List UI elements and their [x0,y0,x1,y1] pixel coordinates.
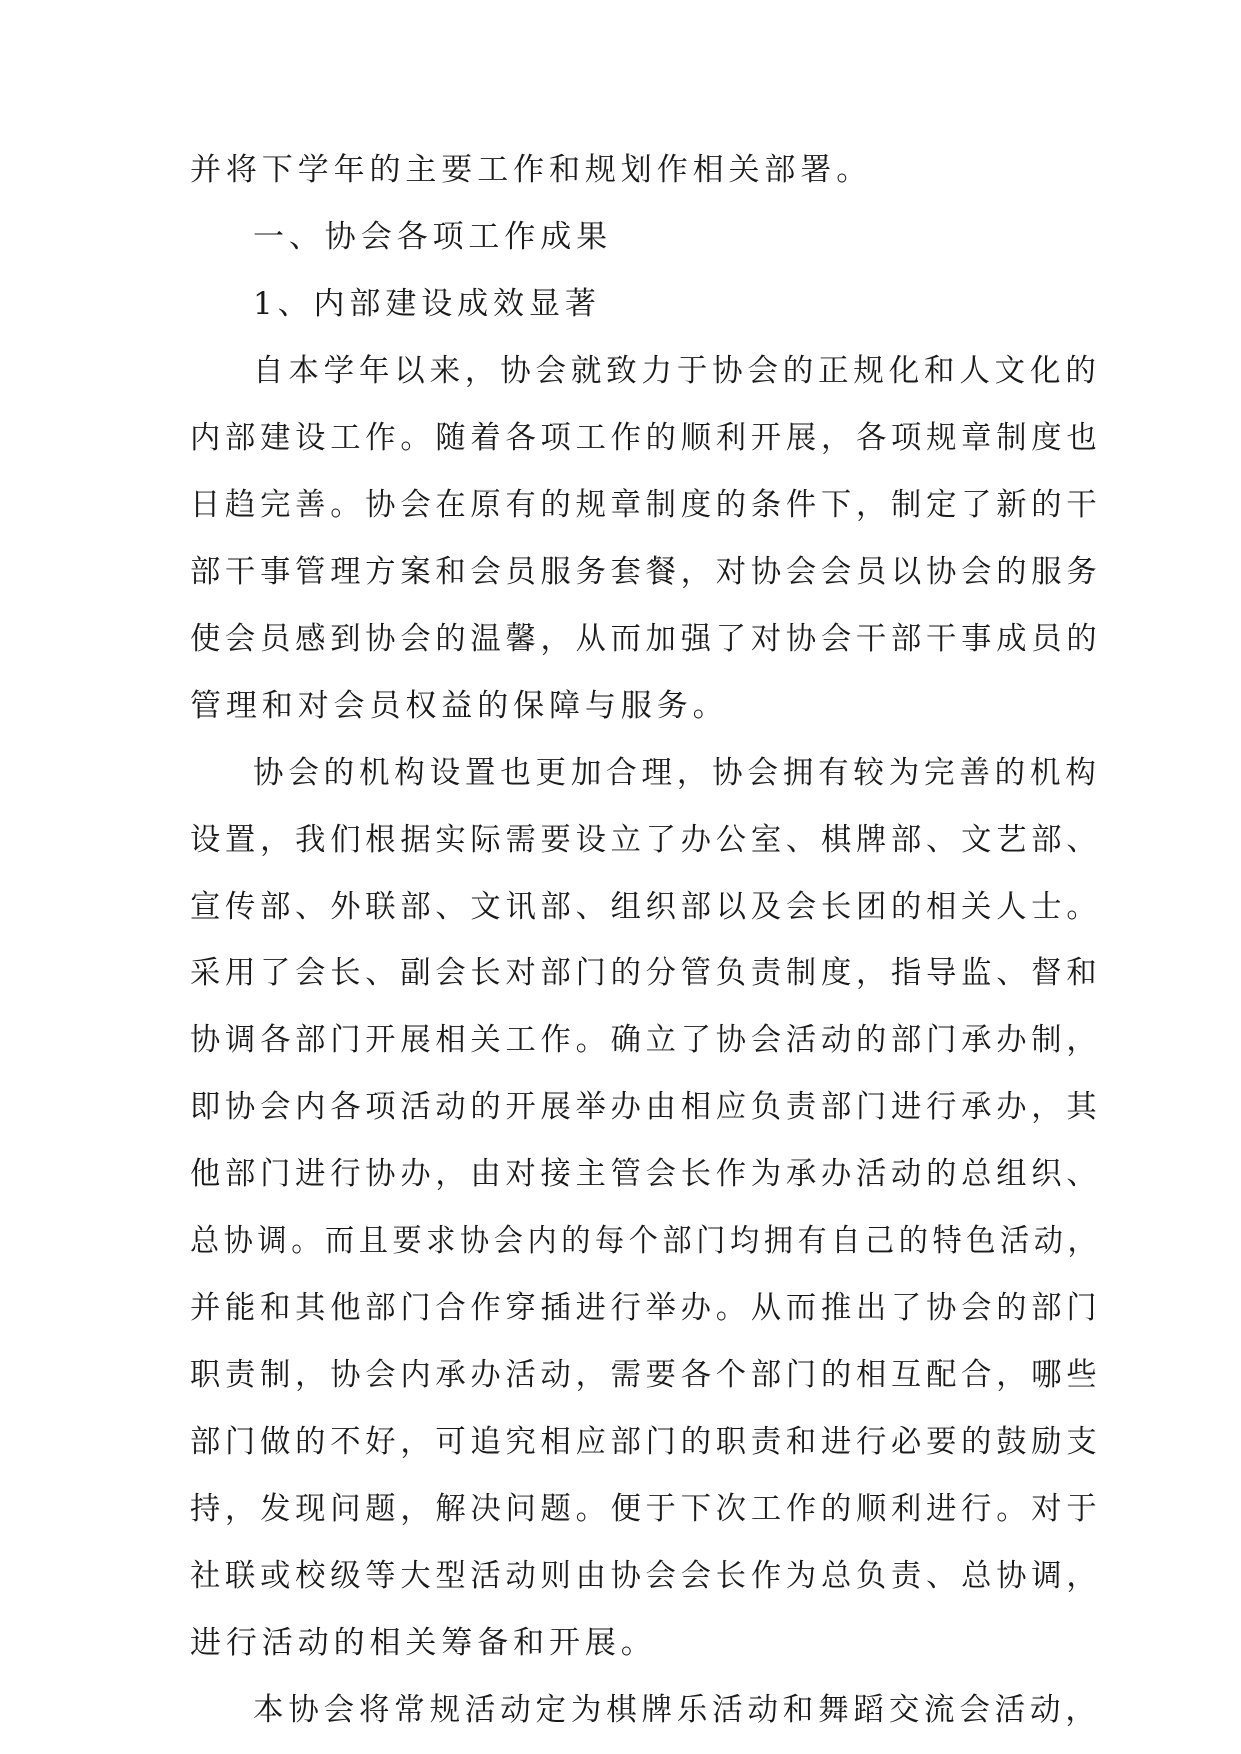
paragraph-line: 采用了会长、副会长对部门的分管负责制度，指导监、督和 [190,955,1102,991]
paragraph-line: 部门做的不好，可追究相应部门的职责和进行必要的鼓励支 [190,1424,1102,1460]
paragraph-line: 本协会将常规活动定为棋牌乐活动和舞蹈交流会活动， [253,1692,1101,1728]
paragraph-line: 设置，我们根据实际需要设立了办公室、棋牌部、文艺部、 [190,822,1102,858]
paragraph-line: 总协调。而且要求协会内的每个部门均拥有自己的特色活动， [190,1223,1102,1259]
paragraph-line: 职责制，协会内承办活动，需要各个部门的相互配合，哪些 [190,1357,1102,1393]
paragraph-line: 内部建设工作。随着各项工作的顺利开展，各项规章制度也 [190,420,1102,456]
paragraph-line: 并将下学年的主要工作和规划作相关部署。 [190,152,873,188]
section-heading: 一、协会各项工作成果 [253,219,612,255]
paragraph-line: 并能和其他部门合作穿插进行举办。从而推出了协会的部门 [190,1290,1102,1326]
paragraph-line: 进行活动的相关筹备和开展。 [190,1625,657,1661]
paragraph-line: 持，发现问题，解决问题。便于下次工作的顺利进行。对于 [190,1491,1102,1527]
paragraph-line: 使会员感到协会的温馨，从而加强了对协会干部干事成员的 [190,621,1102,657]
paragraph-line: 协会的机构设置也更加合理，协会拥有较为完善的机构 [253,755,1101,791]
subsection-heading: 1、内部建设成效显著 [253,286,601,322]
paragraph-line: 社联或校级等大型活动则由协会会长作为总负责、总协调， [190,1558,1102,1594]
paragraph-line: 他部门进行协办，由对接主管会长作为承办活动的总组织、 [190,1156,1102,1192]
paragraph-line: 管理和对会员权益的保障与服务。 [190,688,729,724]
paragraph-line: 即协会内各项活动的开展举办由相应负责部门进行承办，其 [190,1089,1102,1125]
paragraph-line: 宣传部、外联部、文讯部、组织部以及会长团的相关人士。 [190,889,1102,925]
paragraph-line: 部干事管理方案和会员服务套餐，对协会会员以协会的服务 [190,554,1102,590]
paragraph-line: 日趋完善。协会在原有的规章制度的条件下，制定了新的干 [190,487,1102,523]
paragraph-line: 自本学年以来，协会就致力于协会的正规化和人文化的 [253,353,1101,389]
paragraph-line: 协调各部门开展相关工作。确立了协会活动的部门承办制， [190,1022,1102,1058]
